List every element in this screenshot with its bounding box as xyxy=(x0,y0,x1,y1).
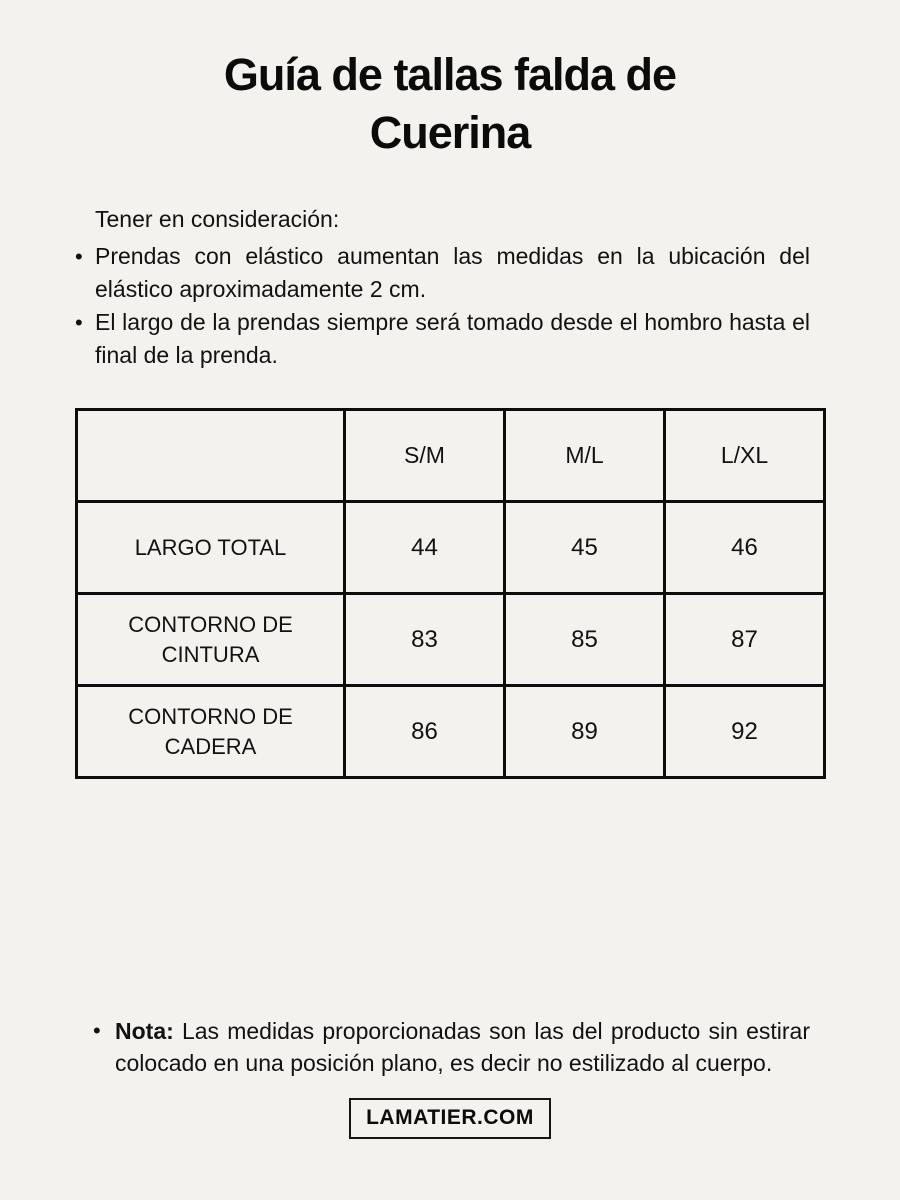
table-cell: 83 xyxy=(345,594,505,686)
table-header-empty xyxy=(77,410,345,502)
table-cell: 85 xyxy=(505,594,665,686)
note-block xyxy=(93,1015,810,1079)
row-label: CONTORNO DE CINTURA xyxy=(77,594,345,686)
table-header-sm: S/M xyxy=(345,410,505,502)
row-label: CONTORNO DE CADERA xyxy=(77,686,345,778)
table-cell: 46 xyxy=(665,502,825,594)
table-cell: 45 xyxy=(505,502,665,594)
note-list xyxy=(93,1015,810,1079)
list-item: • Prendas con elástico aumentan las medidas en la ubicación del elástico aproximadamente 2 cm. xyxy=(75,240,810,306)
table-header-ml: M/L xyxy=(505,410,665,502)
table-header-row xyxy=(77,410,825,502)
size-table xyxy=(75,408,826,779)
brand-box: LAMATIER.COM xyxy=(349,1098,551,1139)
note-item xyxy=(93,1015,810,1079)
note-label: Nota: xyxy=(115,1018,174,1044)
list-item: • El largo de la prendas siempre será tomado desde el hombro hasta el final de la prenda. xyxy=(75,306,810,372)
intro-heading: Tener en consideración: xyxy=(95,206,340,232)
table-row xyxy=(77,502,825,594)
table-cell: 92 xyxy=(665,686,825,778)
page-title xyxy=(0,0,900,162)
table-row xyxy=(77,686,825,778)
row-label: LARGO TOTAL xyxy=(77,502,345,594)
considerations-list xyxy=(75,240,810,372)
table-cell: 86 xyxy=(345,686,505,778)
table-header-lxl: L/XL xyxy=(665,410,825,502)
table-cell: 89 xyxy=(505,686,665,778)
table-row xyxy=(77,594,825,686)
table-cell: 87 xyxy=(665,594,825,686)
footer xyxy=(0,1098,900,1139)
page-title-line1: Guía de tallas falda de xyxy=(223,49,677,100)
note-text: Las medidas proporcionadas son las del producto sin estirar colocado en una posición plano, es decir no estilizado al cuerpo. xyxy=(115,1018,810,1076)
table-cell: 44 xyxy=(345,502,505,594)
page-title-line2: Cuerina xyxy=(369,107,531,158)
